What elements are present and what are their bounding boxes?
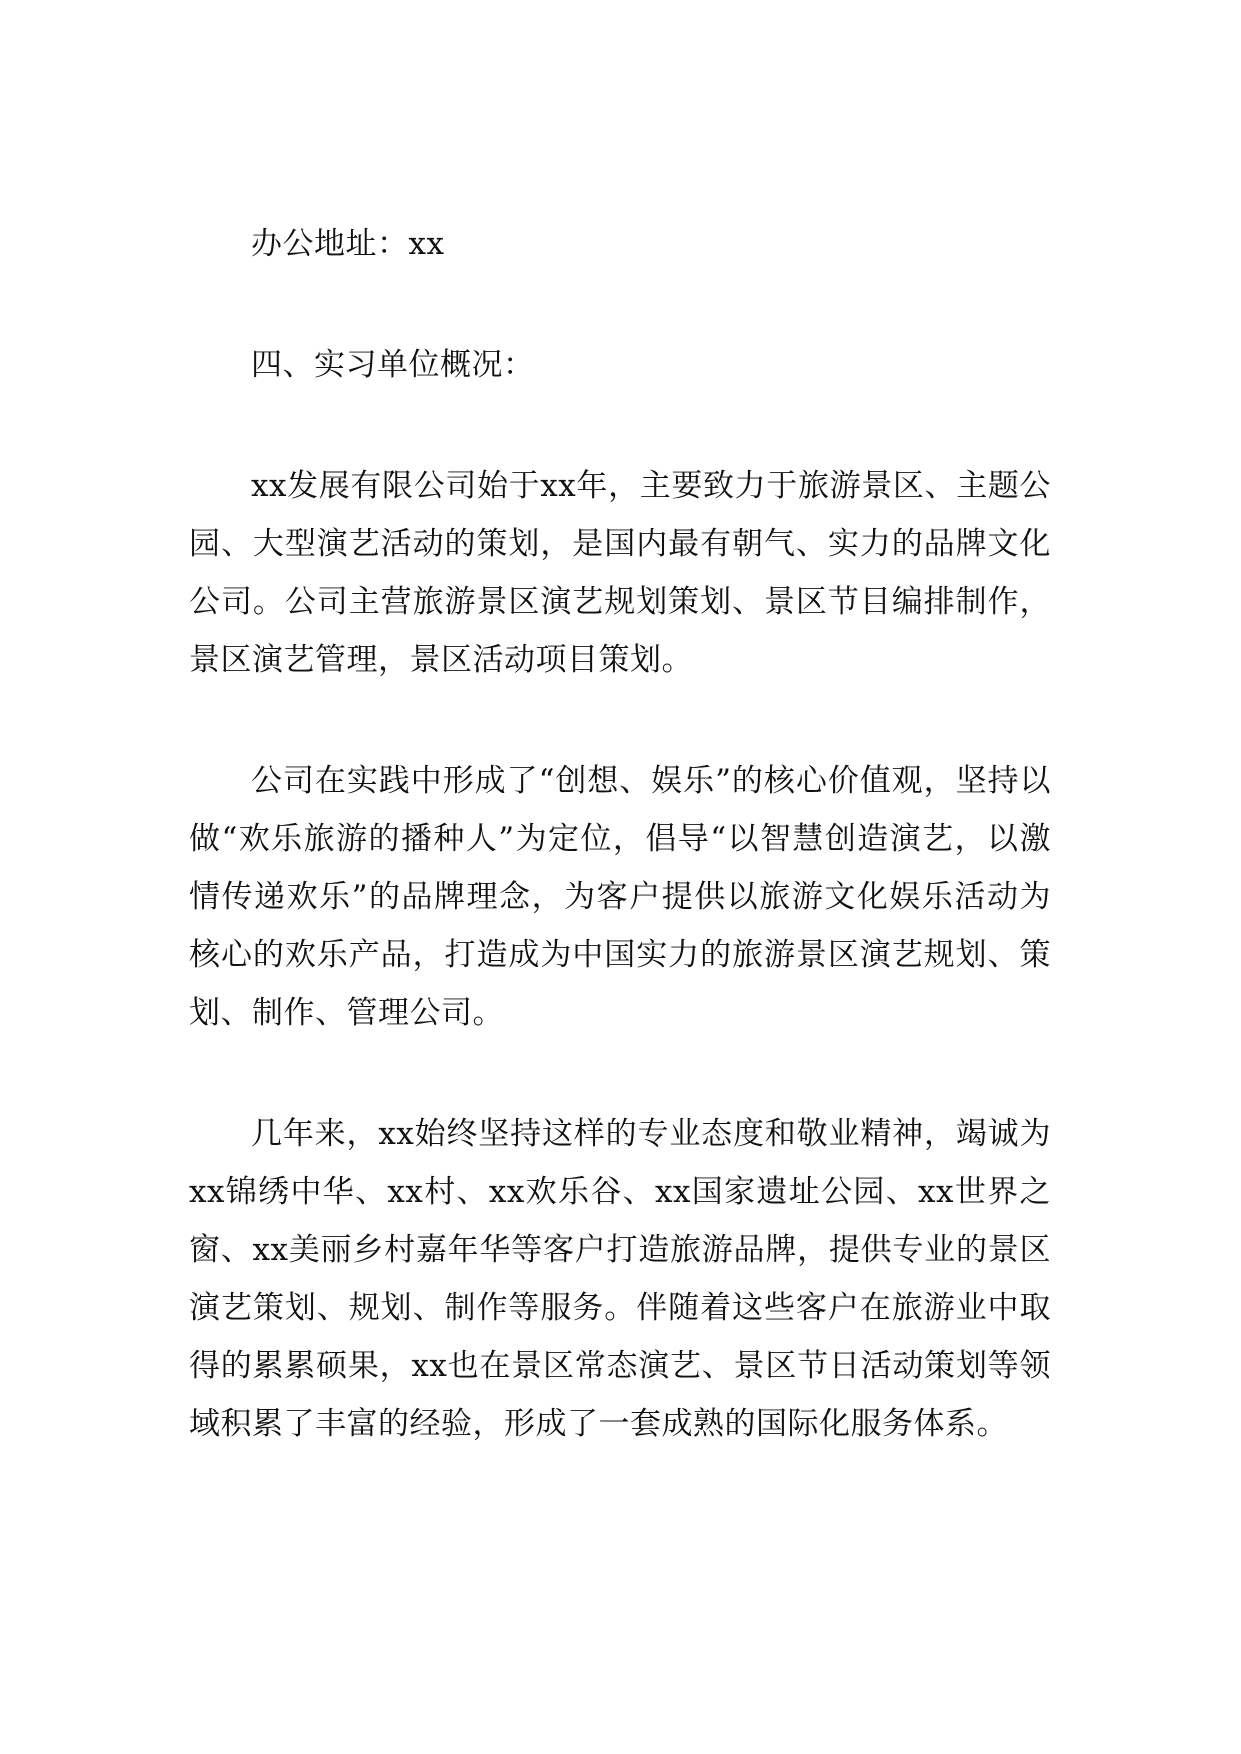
paragraph-company-intro: xx发展有限公司始于xx年，主要致力于旅游景区、主题公园、大型演艺活动的策划，是国内最有朝气、实力的品牌文化公司。公司主营旅游景区演艺规划策划、景区节目编排制作，景区演艺管理，景区活动项目策划。 bbox=[189, 468, 1051, 678]
paragraph-core-values: 公司在实践中形成了“创想、娱乐”的核心价值观，坚持以做“欢乐旅游的播种人”为定位，倡导“以智慧创造演艺，以激情传递欢乐”的品牌理念，为客户提供以旅游文化娱乐活动为核心的欢乐产品，打造成为中国实力的旅游景区演艺规划、策划、制作、管理公司。 bbox=[189, 763, 1051, 1031]
section-heading: 四、实习单位概况： bbox=[251, 347, 535, 383]
paragraph-experience: 几年来，xx始终坚持这样的专业态度和敬业精神，竭诚为xx锦绣中华、xx村、xx欢乐谷、xx国家遗址公园、xx世界之窗、xx美丽乡村嘉年华等客户打造旅游品牌，提供专业的景区演艺策划、规划、制作等服务。伴随着这些客户在旅游业中取得的累累硕果，xx也在景区常态演艺、景区节日活动策划等领域积累了丰富的经验，形成了一套成熟的国际化服务体系。 bbox=[189, 1116, 1051, 1442]
office-address: 办公地址：xx bbox=[251, 226, 445, 262]
document-body bbox=[189, 215, 1051, 1516]
